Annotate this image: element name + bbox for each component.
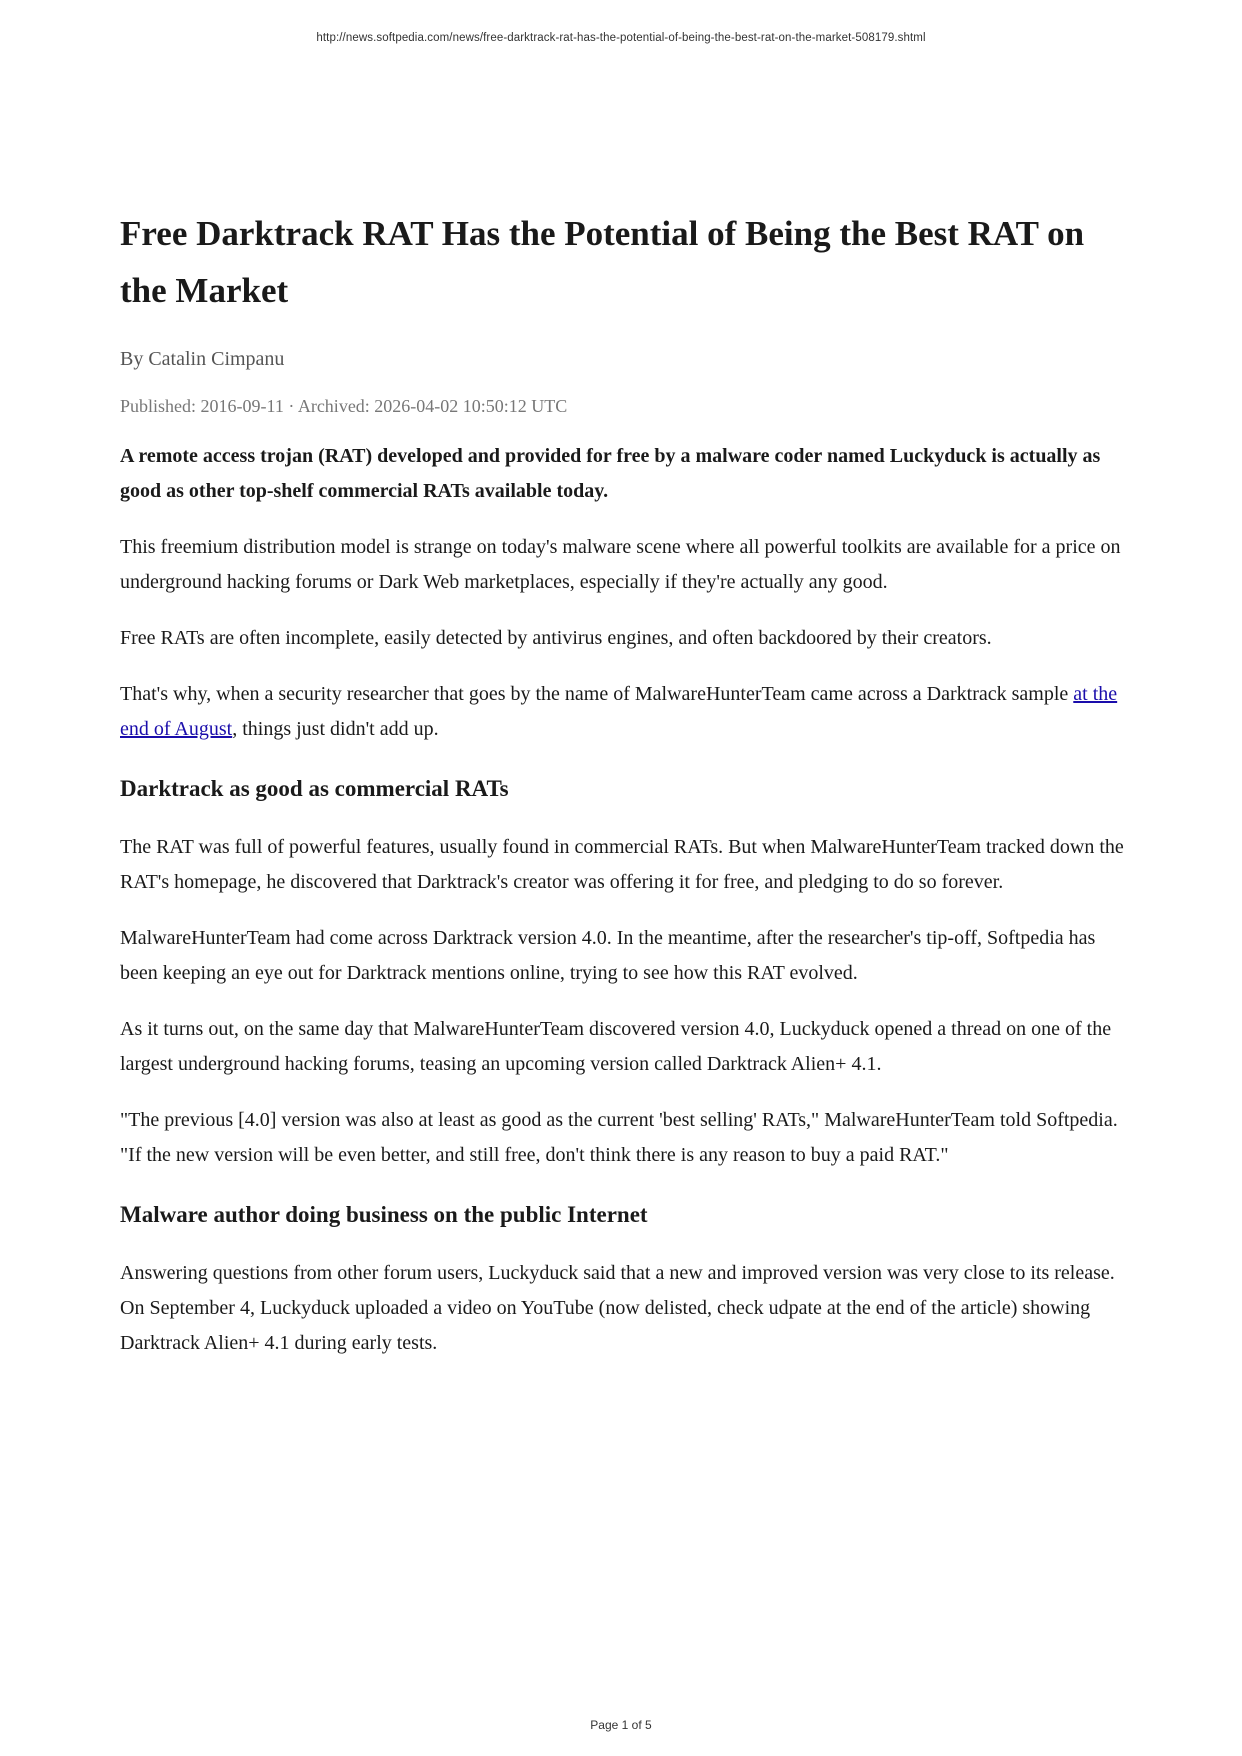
article-lead-paragraph: A remote access trojan (RAT) developed and provided for free by a malware coder named Luckyduck is actually as good as other top-shelf commercial RATs available today. (120, 445, 1101, 502)
paragraph-youtube-video: Answering questions from other forum users, Luckyduck said that a new and improved version was very close to its release. On September 4, Luckyduck uploaded a video on YouTube (now delisted, check udpate at the end of the article) showing Darktrack Alien+ 4.1 during early tests. (120, 1262, 1115, 1354)
paragraph-free-rats: Free RATs are often incomplete, easily detected by antivirus engines, and often backdoored by their creators. (120, 627, 992, 649)
paragraph-version-4: MalwareHunterTeam had come across Darktrack version 4.0. In the meantime, after the researcher's tip-off, Softpedia has been keeping an eye out for Darktrack mentions online, trying to see how this RAT evolved. (120, 927, 1096, 984)
end-of-august-link[interactable]: at the end of August (120, 683, 1118, 740)
source-url-header: http://news.softpedia.com/news/free-darktrack-rat-has-the-potential-of-being-the-best-rat-on-the-market-508179.shtml (316, 32, 926, 44)
article-byline: By Catalin Cimpanu (120, 348, 285, 370)
section-heading-commercial-rats: Darktrack as good as commercial RATs (120, 776, 509, 801)
paragraph-sample-text-before: That's why, when a security researcher that goes by the name of MalwareHunterTeam came across a Darktrack sample (120, 683, 1074, 705)
article-body (120, 205, 1130, 1361)
page-number-footer: Page 1 of 5 (590, 1718, 652, 1732)
article-publish-meta: Published: 2016-09-11 · Archived: 2026-04-02 10:50:12 UTC (120, 396, 568, 416)
paragraph-powerful-features: The RAT was full of powerful features, usually found in commercial RATs. But when MalwareHunterTeam tracked down the RAT's homepage, he discovered that Darktrack's creator was offering it for free, and pledging to do so forever. (120, 836, 1124, 893)
section-heading-public-internet: Malware author doing business on the public Internet (120, 1202, 648, 1227)
paragraph-freemium-model: This freemium distribution model is strange on today's malware scene where all powerful toolkits are available for a price on underground hacking forums or Dark Web marketplaces, especially if they're actually any good. (120, 536, 1121, 593)
article-title: Free Darktrack RAT Has the Potential of Being the Best RAT on the Market (120, 214, 1085, 310)
paragraph-forum-thread: As it turns out, on the same day that MalwareHunterTeam discovered version 4.0, Luckyduck opened a thread on one of the largest underground hacking forums, teasing an upcoming version called Darktrack Alien+ 4.1. (120, 1018, 1112, 1075)
paragraph-researcher-quote: "The previous [4.0] version was also at least as good as the current 'best selling' RATs," MalwareHunterTeam told Softpedia. "If the new version will be even better, and still free, don't think there is any reason to buy a paid RAT." (120, 1109, 1118, 1166)
paragraph-sample-discovery (120, 677, 1130, 747)
paragraph-sample-text-after: , things just didn't add up. (232, 718, 439, 740)
